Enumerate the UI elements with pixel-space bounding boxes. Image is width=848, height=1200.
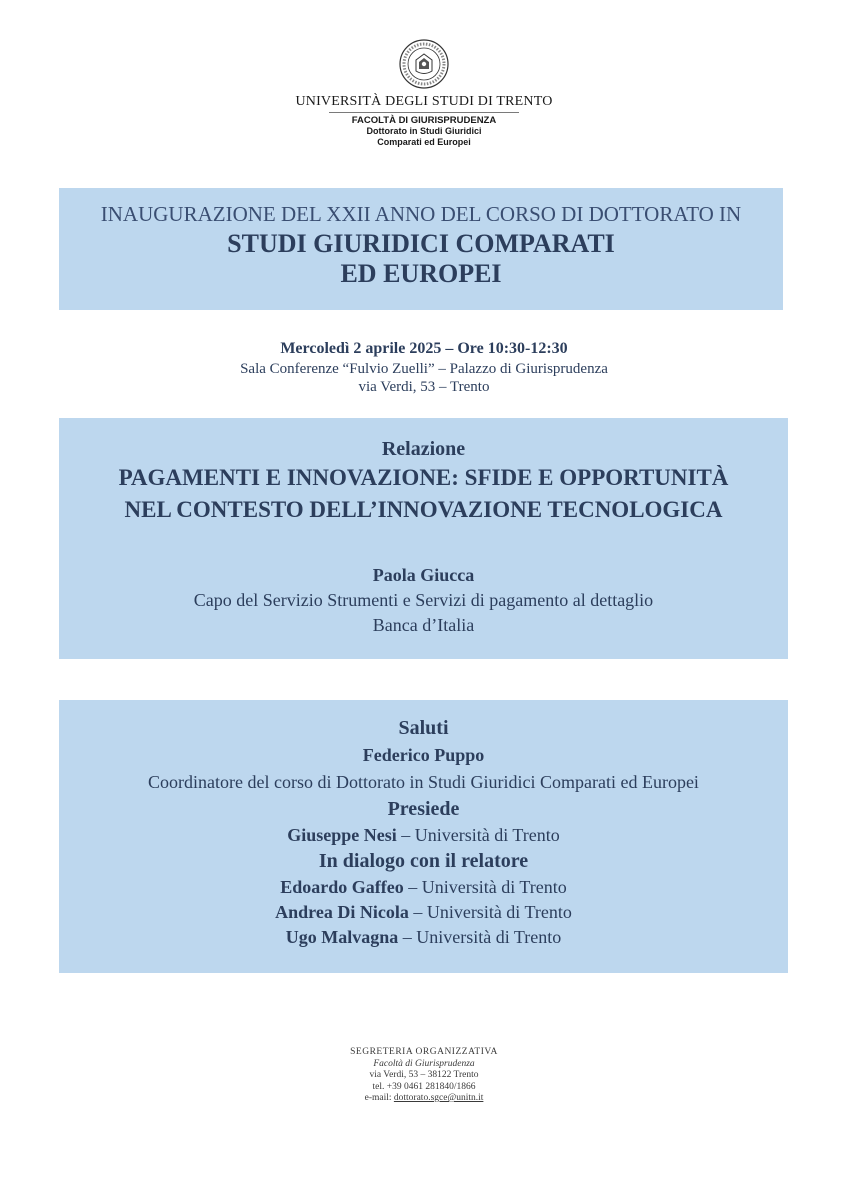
university-name: UNIVERSITÀ DEGLI STUDI DI TRENTO	[295, 94, 553, 109]
inauguration-line-2: STUDI GIURIDICI COMPARATI	[227, 229, 615, 258]
discussant-affiliation: – Università di Trento	[408, 902, 572, 922]
event-address: via Verdi, 53 – Trento	[358, 379, 490, 395]
program-box	[59, 700, 788, 973]
footer-faculty: Facoltà di Giurisprudenza	[373, 1058, 475, 1069]
program-line-2: Comparati ed Europei	[377, 137, 471, 147]
faculty-name: FACOLTÀ DI GIURISPRUDENZA	[351, 115, 497, 126]
footer-email-link[interactable]: dottorato.sgce@unitn.it	[393, 1093, 484, 1103]
inauguration-box	[59, 188, 783, 310]
event-details	[0, 340, 848, 396]
lecture-title-line-1: PAGAMENTI E INNOVAZIONE: SFIDE E OPPORTUNITÀ	[118, 465, 729, 490]
footer-email-label: e-mail:	[364, 1093, 394, 1103]
discussant-affiliation: – Università di Trento	[403, 877, 567, 897]
footer-phone: tel. +39 0461 281840/1866	[372, 1081, 476, 1092]
letterhead	[0, 38, 848, 148]
discussant-name: Andrea Di Nicola	[275, 902, 409, 922]
speaker-name: Paola Giucca	[372, 565, 475, 585]
discussant-entry	[59, 925, 788, 950]
event-location: Sala Conferenze “Fulvio Zuelli” – Palazzo di Giurisprudenza	[240, 361, 608, 377]
university-seal-icon	[398, 38, 450, 90]
greetings-name: Federico Puppo	[362, 745, 485, 765]
discussant-entry	[59, 900, 788, 925]
inauguration-line-1: INAUGURAZIONE DEL XXII ANNO DEL CORSO DI DOTTORATO IN	[100, 202, 742, 226]
chair-entry	[59, 823, 788, 848]
footer-address: via Verdi, 53 – 38122 Trento	[369, 1070, 479, 1080]
discussant-entry	[59, 875, 788, 900]
discussant-name: Ugo Malvagna	[285, 927, 399, 947]
discussant-affiliation: – Università di Trento	[398, 927, 562, 947]
footer-email-line	[0, 1093, 848, 1105]
footer-title: SEGRETERIA ORGANIZZATIVA	[350, 1047, 498, 1057]
speaker-role: Capo del Servizio Strumenti e Servizi di pagamento al dettaglio	[193, 590, 654, 610]
inauguration-line-3: ED EUROPEI	[340, 259, 502, 288]
chair-label: Presiede	[387, 798, 460, 820]
header-divider	[329, 112, 519, 113]
speaker-organization: Banca d’Italia	[372, 615, 475, 635]
chair-name: Giuseppe Nesi	[287, 825, 397, 845]
lecture-box	[59, 418, 788, 659]
greetings-role: Coordinatore del corso di Dottorato in Studi Giuridici Comparati ed Europei	[148, 772, 699, 792]
lecture-label: Relazione	[381, 438, 466, 460]
event-date-time: Mercoledì 2 aprile 2025 – Ore 10:30-12:30	[280, 340, 568, 357]
dialogue-label: In dialogo con il relatore	[318, 850, 529, 872]
lecture-title-line-2: NEL CONTESTO DELL’INNOVAZIONE TECNOLOGICA	[124, 497, 723, 522]
discussant-name: Edoardo Gaffeo	[280, 877, 404, 897]
organizing-secretariat	[0, 1047, 848, 1105]
chair-affiliation: – Università di Trento	[396, 825, 560, 845]
greetings-label: Saluti	[398, 717, 449, 739]
program-line-1: Dottorato in Studi Giuridici	[366, 126, 482, 136]
